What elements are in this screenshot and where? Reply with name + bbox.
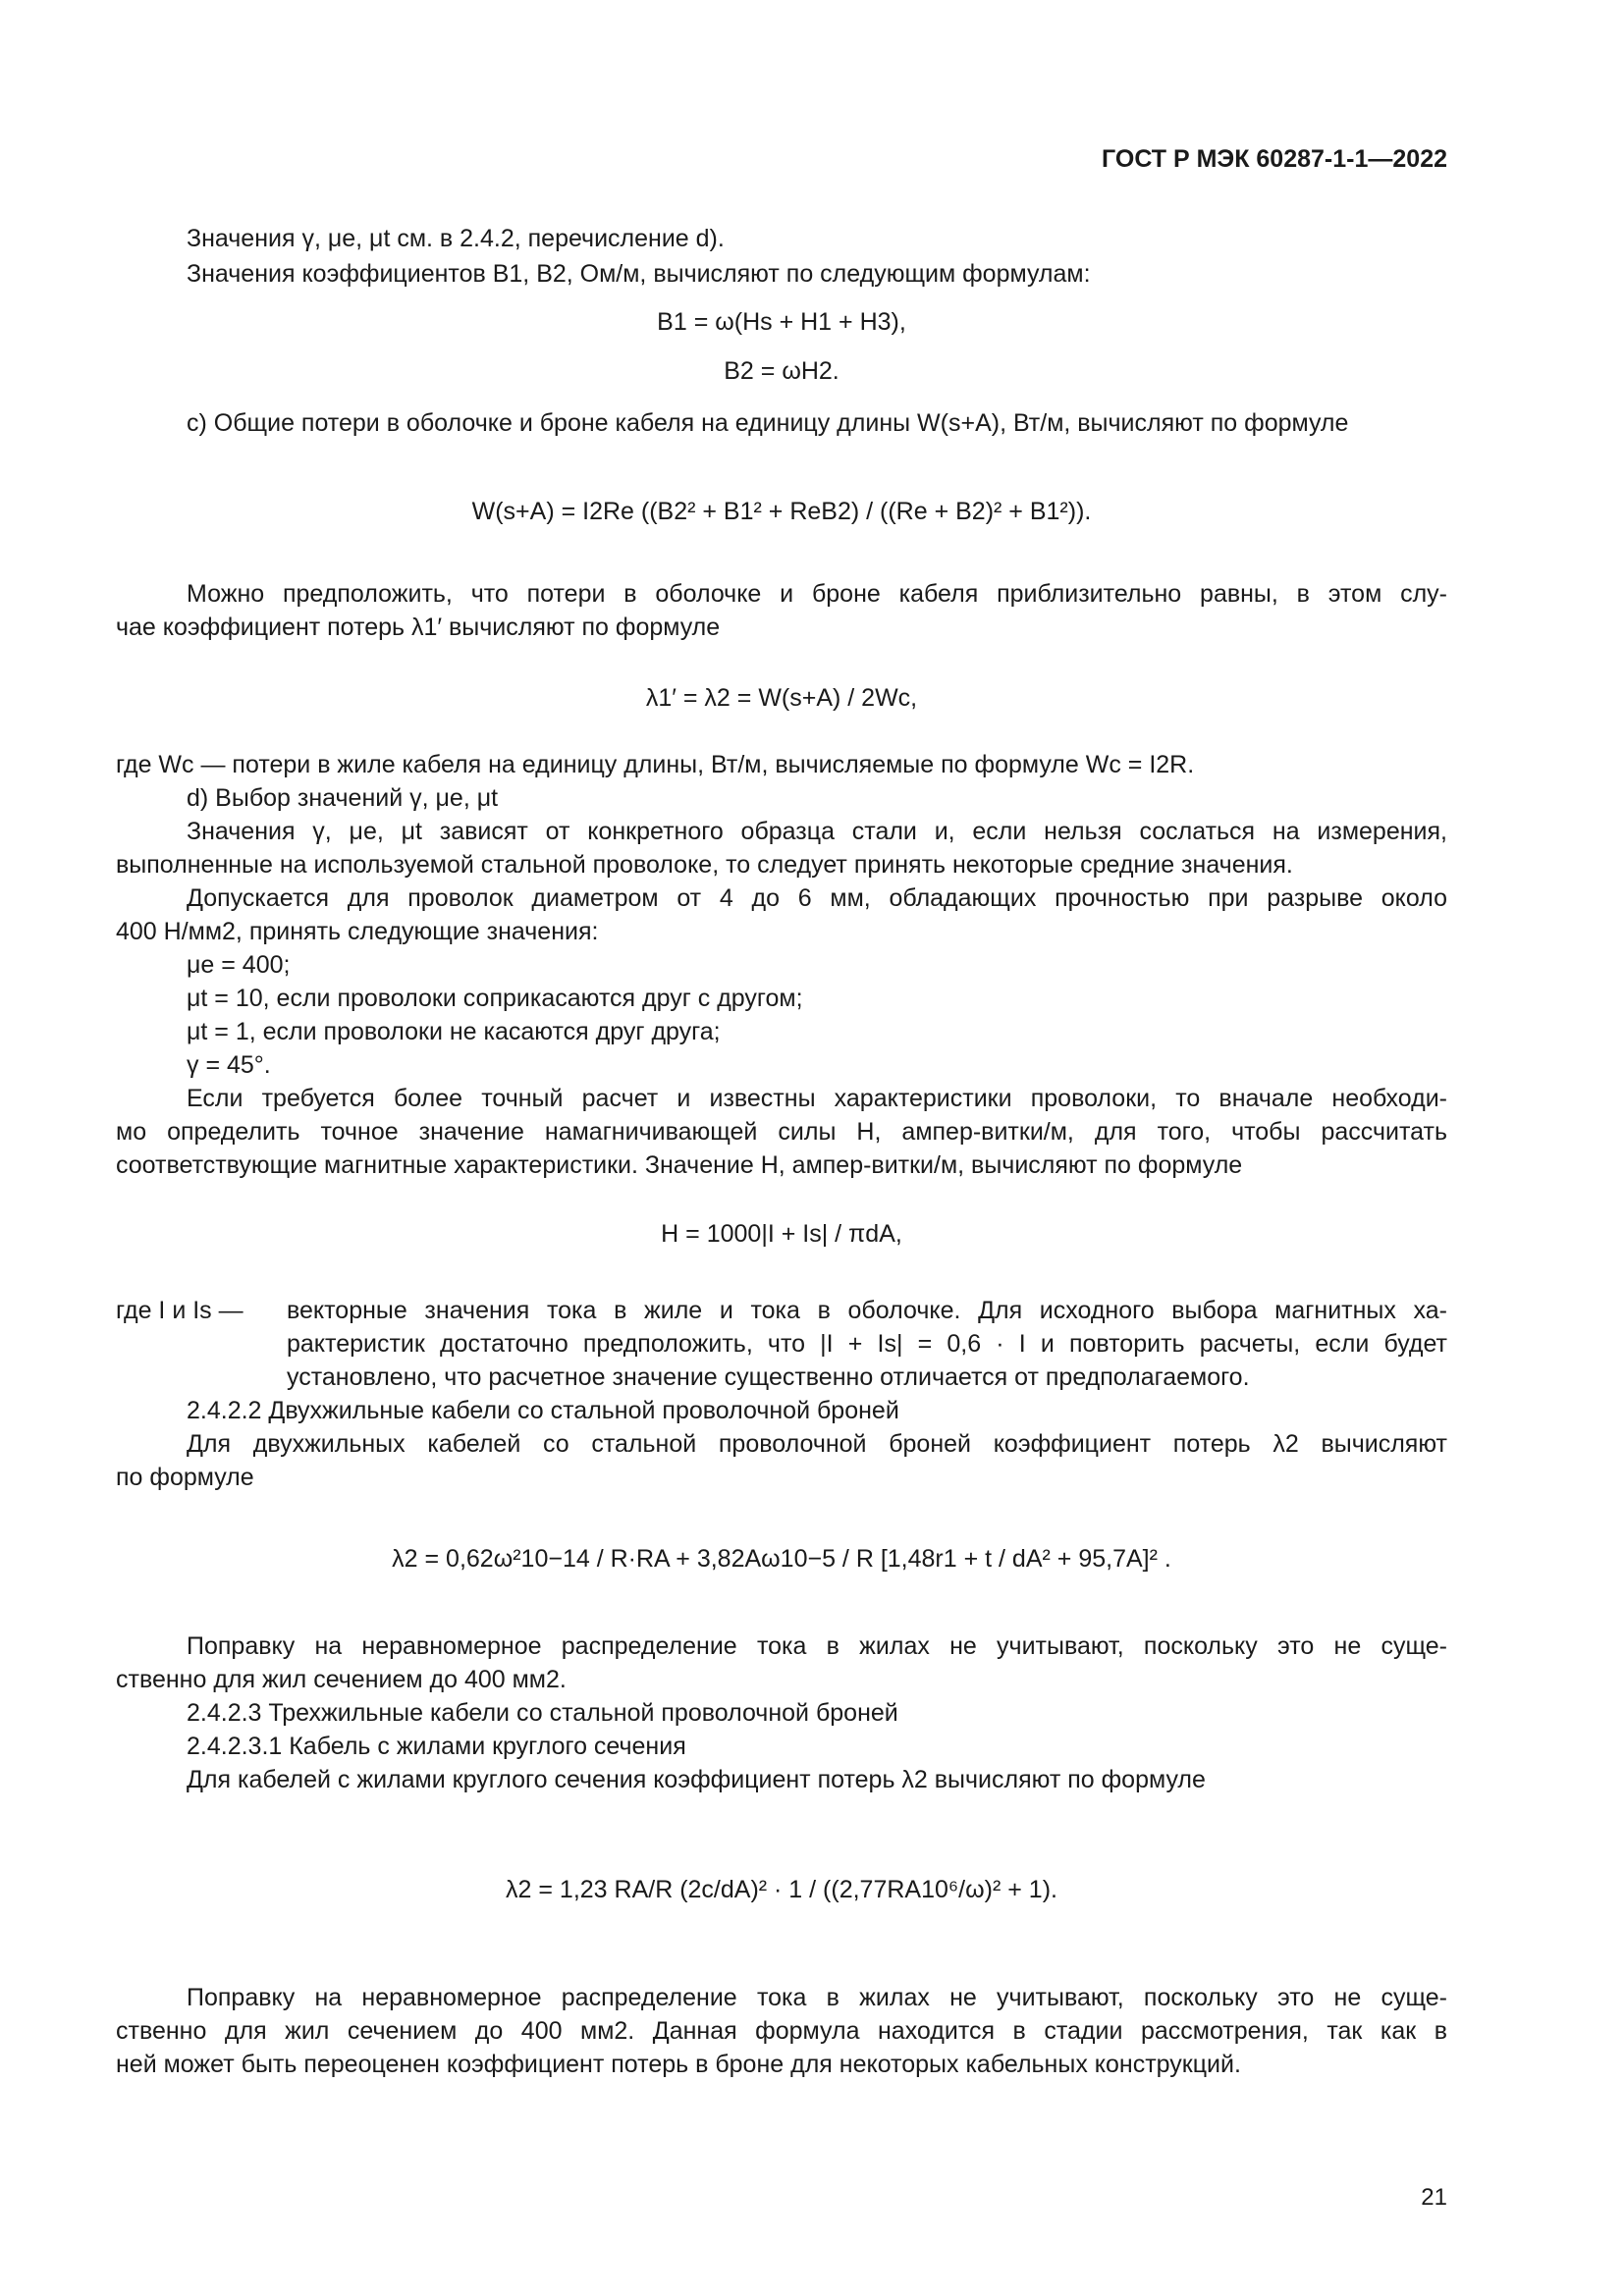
paragraph-line: ственно для жил сечением до 400 мм2. Данная формула находится в стадии рассмотрения, так как в xyxy=(116,2017,1447,2045)
value-line: μe = 400; xyxy=(187,951,291,979)
formula-b1: B1 = ω(Hs + H1 + H3), xyxy=(657,308,906,336)
formula-h: H = 1000|I + Is| / πdA, xyxy=(661,1220,902,1248)
paragraph-line: Можно предположить, что потери в оболочке и броне кабеля приблизительно равны, в этом слу- xyxy=(187,580,1447,608)
value-line: γ = 45°. xyxy=(187,1051,271,1079)
paragraph-line: по формуле xyxy=(116,1464,254,1491)
section-heading: 2.4.2.2 Двухжильные кабели со стальной проволочной броней xyxy=(187,1397,899,1424)
paragraph-line: Поправку на неравномерное распределение тока в жилах не учитывают, поскольку это не суще- xyxy=(187,1984,1447,2011)
paragraph-line: соответствующие магнитные характеристики. Значение H, ампер-витки/м, вычисляют по формуле xyxy=(116,1151,1243,1179)
paragraph-line: Значения γ, μe, μt зависят от конкретного образца стали и, если нельзя сослаться на измерения, xyxy=(187,818,1447,845)
paragraph-line: выполненные на используемой стальной проволоке, то следует принять некоторые средние значения. xyxy=(116,851,1293,879)
value-line: μt = 1, если проволоки не касаются друг друга; xyxy=(187,1018,721,1045)
definition-line: векторные значения тока в жиле и тока в оболочке. Для исходного выбора магнитных ха- xyxy=(287,1297,1447,1324)
paragraph-line: Значения γ, μe, μt см. в 2.4.2, перечисление d). xyxy=(187,225,725,252)
standard-header: ГОСТ Р МЭК 60287-1-1—2022 xyxy=(1102,145,1447,173)
paragraph-line: 400 Н/мм2, принять следующие значения: xyxy=(116,918,599,945)
paragraph-line: Поправку на неравномерное распределение тока в жилах не учитывают, поскольку это не суще- xyxy=(187,1632,1447,1660)
paragraph-line: ней может быть переоценен коэффициент потерь в броне для некоторых кабельных конструкций. xyxy=(116,2051,1241,2078)
paragraph-line: ственно для жил сечением до 400 мм2. xyxy=(116,1666,567,1693)
page-number: 21 xyxy=(1421,2184,1447,2211)
paragraph-line: с) Общие потери в оболочке и броне кабеля на единицу длины W(s+A), Вт/м, вычисляют по формуле xyxy=(187,409,1349,437)
paragraph-line: Для кабелей с жилами круглого сечения коэффициент потерь λ2 вычисляют по формуле xyxy=(187,1766,1206,1793)
paragraph-line: мо определить точное значение намагничивающей силы H, ампер-витки/м, для того, чтобы рассчитать xyxy=(116,1118,1447,1146)
paragraph-line: где Wc — потери в жиле кабеля на единицу длины, Вт/м, вычисляемые по формуле Wc = I2R. xyxy=(116,751,1195,778)
definition-line: установлено, что расчетное значение существенно отличается от предполагаемого. xyxy=(287,1363,1250,1391)
formula-b2: B2 = ωH2. xyxy=(724,357,839,385)
paragraph-line: d) Выбор значений γ, μe, μt xyxy=(187,784,499,812)
formula-lambda2-two-core: λ2 = 0,62ω²10−14 / R·RA + 3,82Aω10−5 / R [1,48r1 + t / dA² + 95,7A]² . xyxy=(392,1545,1171,1573)
section-heading: 2.4.2.3 Трехжильные кабели со стальной проволочной броней xyxy=(187,1699,898,1727)
paragraph-line: Допускается для проволок диаметром от 4 до 6 мм, обладающих прочностью при разрыве около xyxy=(187,884,1447,912)
formula-w-sa: W(s+A) = I2Re ((B2² + B1² + ReB2) / ((Re + B2)² + B1²)). xyxy=(471,498,1092,525)
paragraph-line: Для двухжильных кабелей со стальной проволочной броней коэффициент потерь λ2 вычисляют xyxy=(187,1430,1447,1458)
paragraph-line: Значения коэффициентов B1, B2, Ом/м, вычисляют по следующим формулам: xyxy=(187,260,1091,288)
definition-label: где I и Is — xyxy=(116,1297,244,1324)
paragraph-line: чае коэффициент потерь λ1′ вычисляют по формуле xyxy=(116,614,721,641)
section-heading: 2.4.2.3.1 Кабель с жилами круглого сечения xyxy=(187,1733,686,1760)
formula-lambda1: λ1′ = λ2 = W(s+A) / 2Wc, xyxy=(645,684,918,712)
paragraph-line: Если требуется более точный расчет и известны характеристики проволоки, то вначале необходи- xyxy=(187,1085,1447,1112)
definition-line: рактеристик достаточно предположить, что |I + Is| = 0,6 · I и повторить расчеты, если будет xyxy=(287,1330,1447,1358)
formula-lambda2-three-core: λ2 = 1,23 RA/R (2c/dA)² · 1 / ((2,77RA10⁶/ω)² + 1). xyxy=(506,1876,1057,1903)
value-line: μt = 10, если проволоки соприкасаются друг с другом; xyxy=(187,985,803,1012)
